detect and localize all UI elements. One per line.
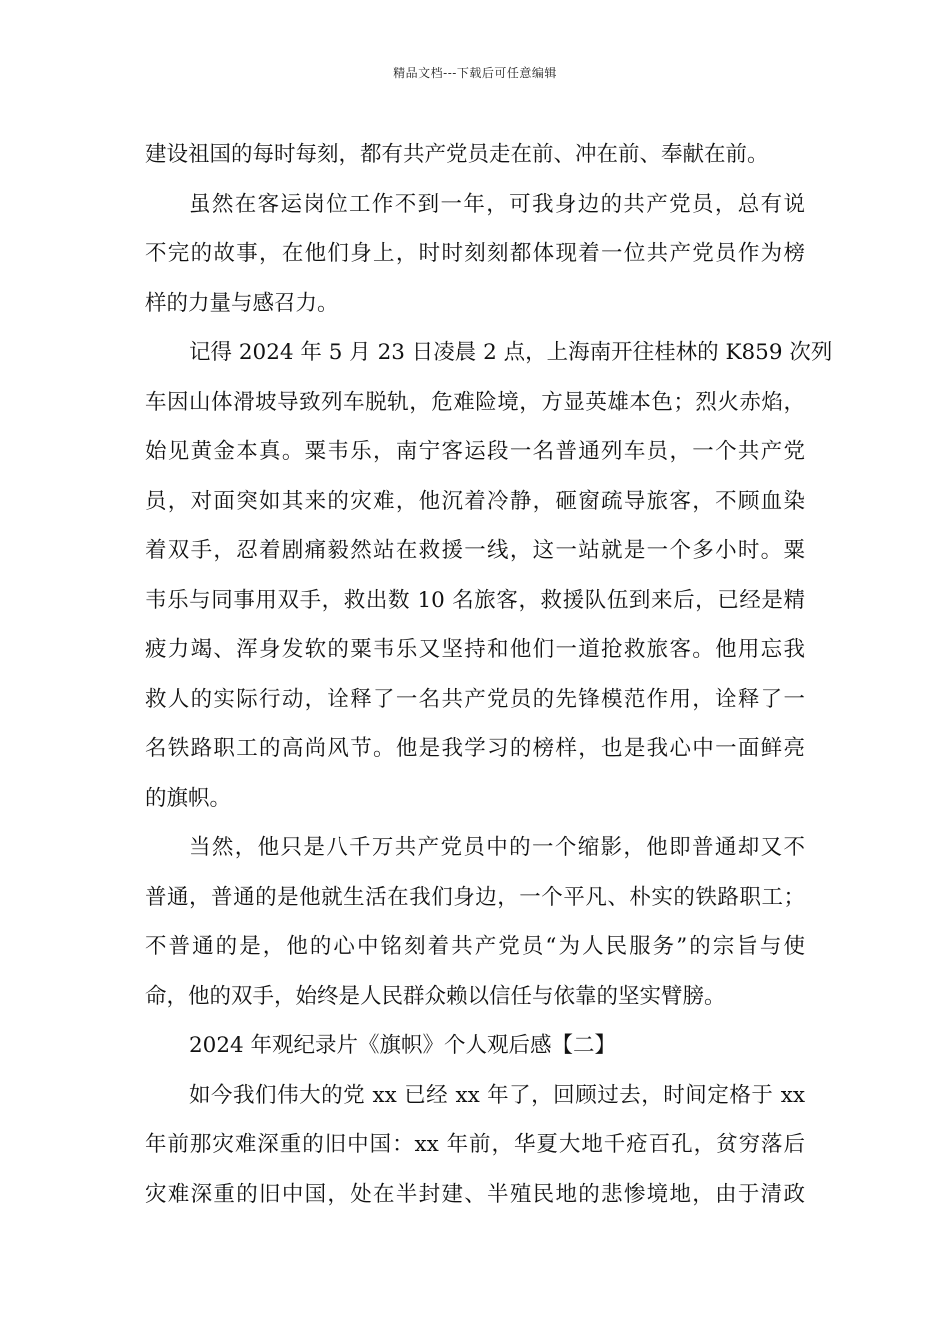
text-line: 普通，普通的是他就生活在我们身边，一个平凡、朴实的铁路职工；	[145, 884, 805, 910]
page-header: 精品文档---下载后可任意编辑	[393, 66, 557, 80]
document-body	[145, 130, 833, 1219]
paragraph-start-line: 如今我们伟大的党 xx 已经 xx 年了，回顾过去，时间定格于 xx	[189, 1082, 805, 1108]
text-line: 名铁路职工的高尚风节。他是我学习的榜样，也是我心中一面鲜亮	[145, 736, 805, 761]
text-line: 不完的故事，在他们身上，时时刻刻都体现着一位共产党员作为榜	[145, 241, 805, 266]
text-line: 年前那灾难深重的旧中国：xx 年前，华夏大地千疮百孔，贫穷落后	[145, 1132, 805, 1157]
paragraph-start-line: 记得 2024 年 5 月 23 日凌晨 2 点，上海南开往桂林的 K859 次列	[189, 340, 833, 365]
text-line: 不普通的是，他的心中铭刻着共产党员“为人民服务”的宗旨与使	[145, 934, 805, 959]
text-line: 样的力量与感召力。	[145, 290, 339, 316]
text-line: 命，他的双手，始终是人民群众赖以信任与依靠的坚实臂膀。	[145, 983, 726, 1009]
text-line: 疲力竭、浑身发软的粟韦乐又坚持和他们一道抢救旅客。他用忘我	[145, 637, 805, 662]
text-line: 着双手，忍着剧痛毅然站在救援一线，这一站就是一个多小时。粟	[145, 538, 805, 563]
text-line: 救人的实际行动，诠释了一名共产党员的先锋模范作用，诠释了一	[145, 686, 805, 712]
paragraph-start-line: 虽然在客运岗位工作不到一年，可我身边的共产党员，总有说	[189, 191, 805, 217]
text-line: 的旗帜。	[145, 785, 232, 811]
section-heading: 2024 年观纪录片《旗帜》个人观后感【二】	[189, 1033, 617, 1058]
text-line: 员，对面突如其来的灾难，他沉着冷静，砸窗疏导旅客，不顾血染	[145, 488, 805, 514]
paragraph-start-line: 当然，他只是八千万共产党员中的一个缩影，他即普通却又不	[189, 835, 805, 860]
text-line: 建设祖国的每时每刻，都有共产党员走在前、冲在前、奉献在前。	[145, 142, 769, 167]
text-line: 灾难深重的旧中国，处在半封建、半殖民地的悲惨境地，由于清政	[145, 1181, 805, 1207]
text-line: 韦乐与同事用双手，救出数 10 名旅客，救援队伍到来后，已经是精	[145, 587, 805, 613]
text-line: 始见黄金本真。粟韦乐，南宁客运段一名普通列车员，一个共产党	[145, 439, 805, 464]
text-line: 车因山体滑坡导致列车脱轨，危难险境，方显英雄本色；烈火赤焰，	[145, 389, 805, 415]
